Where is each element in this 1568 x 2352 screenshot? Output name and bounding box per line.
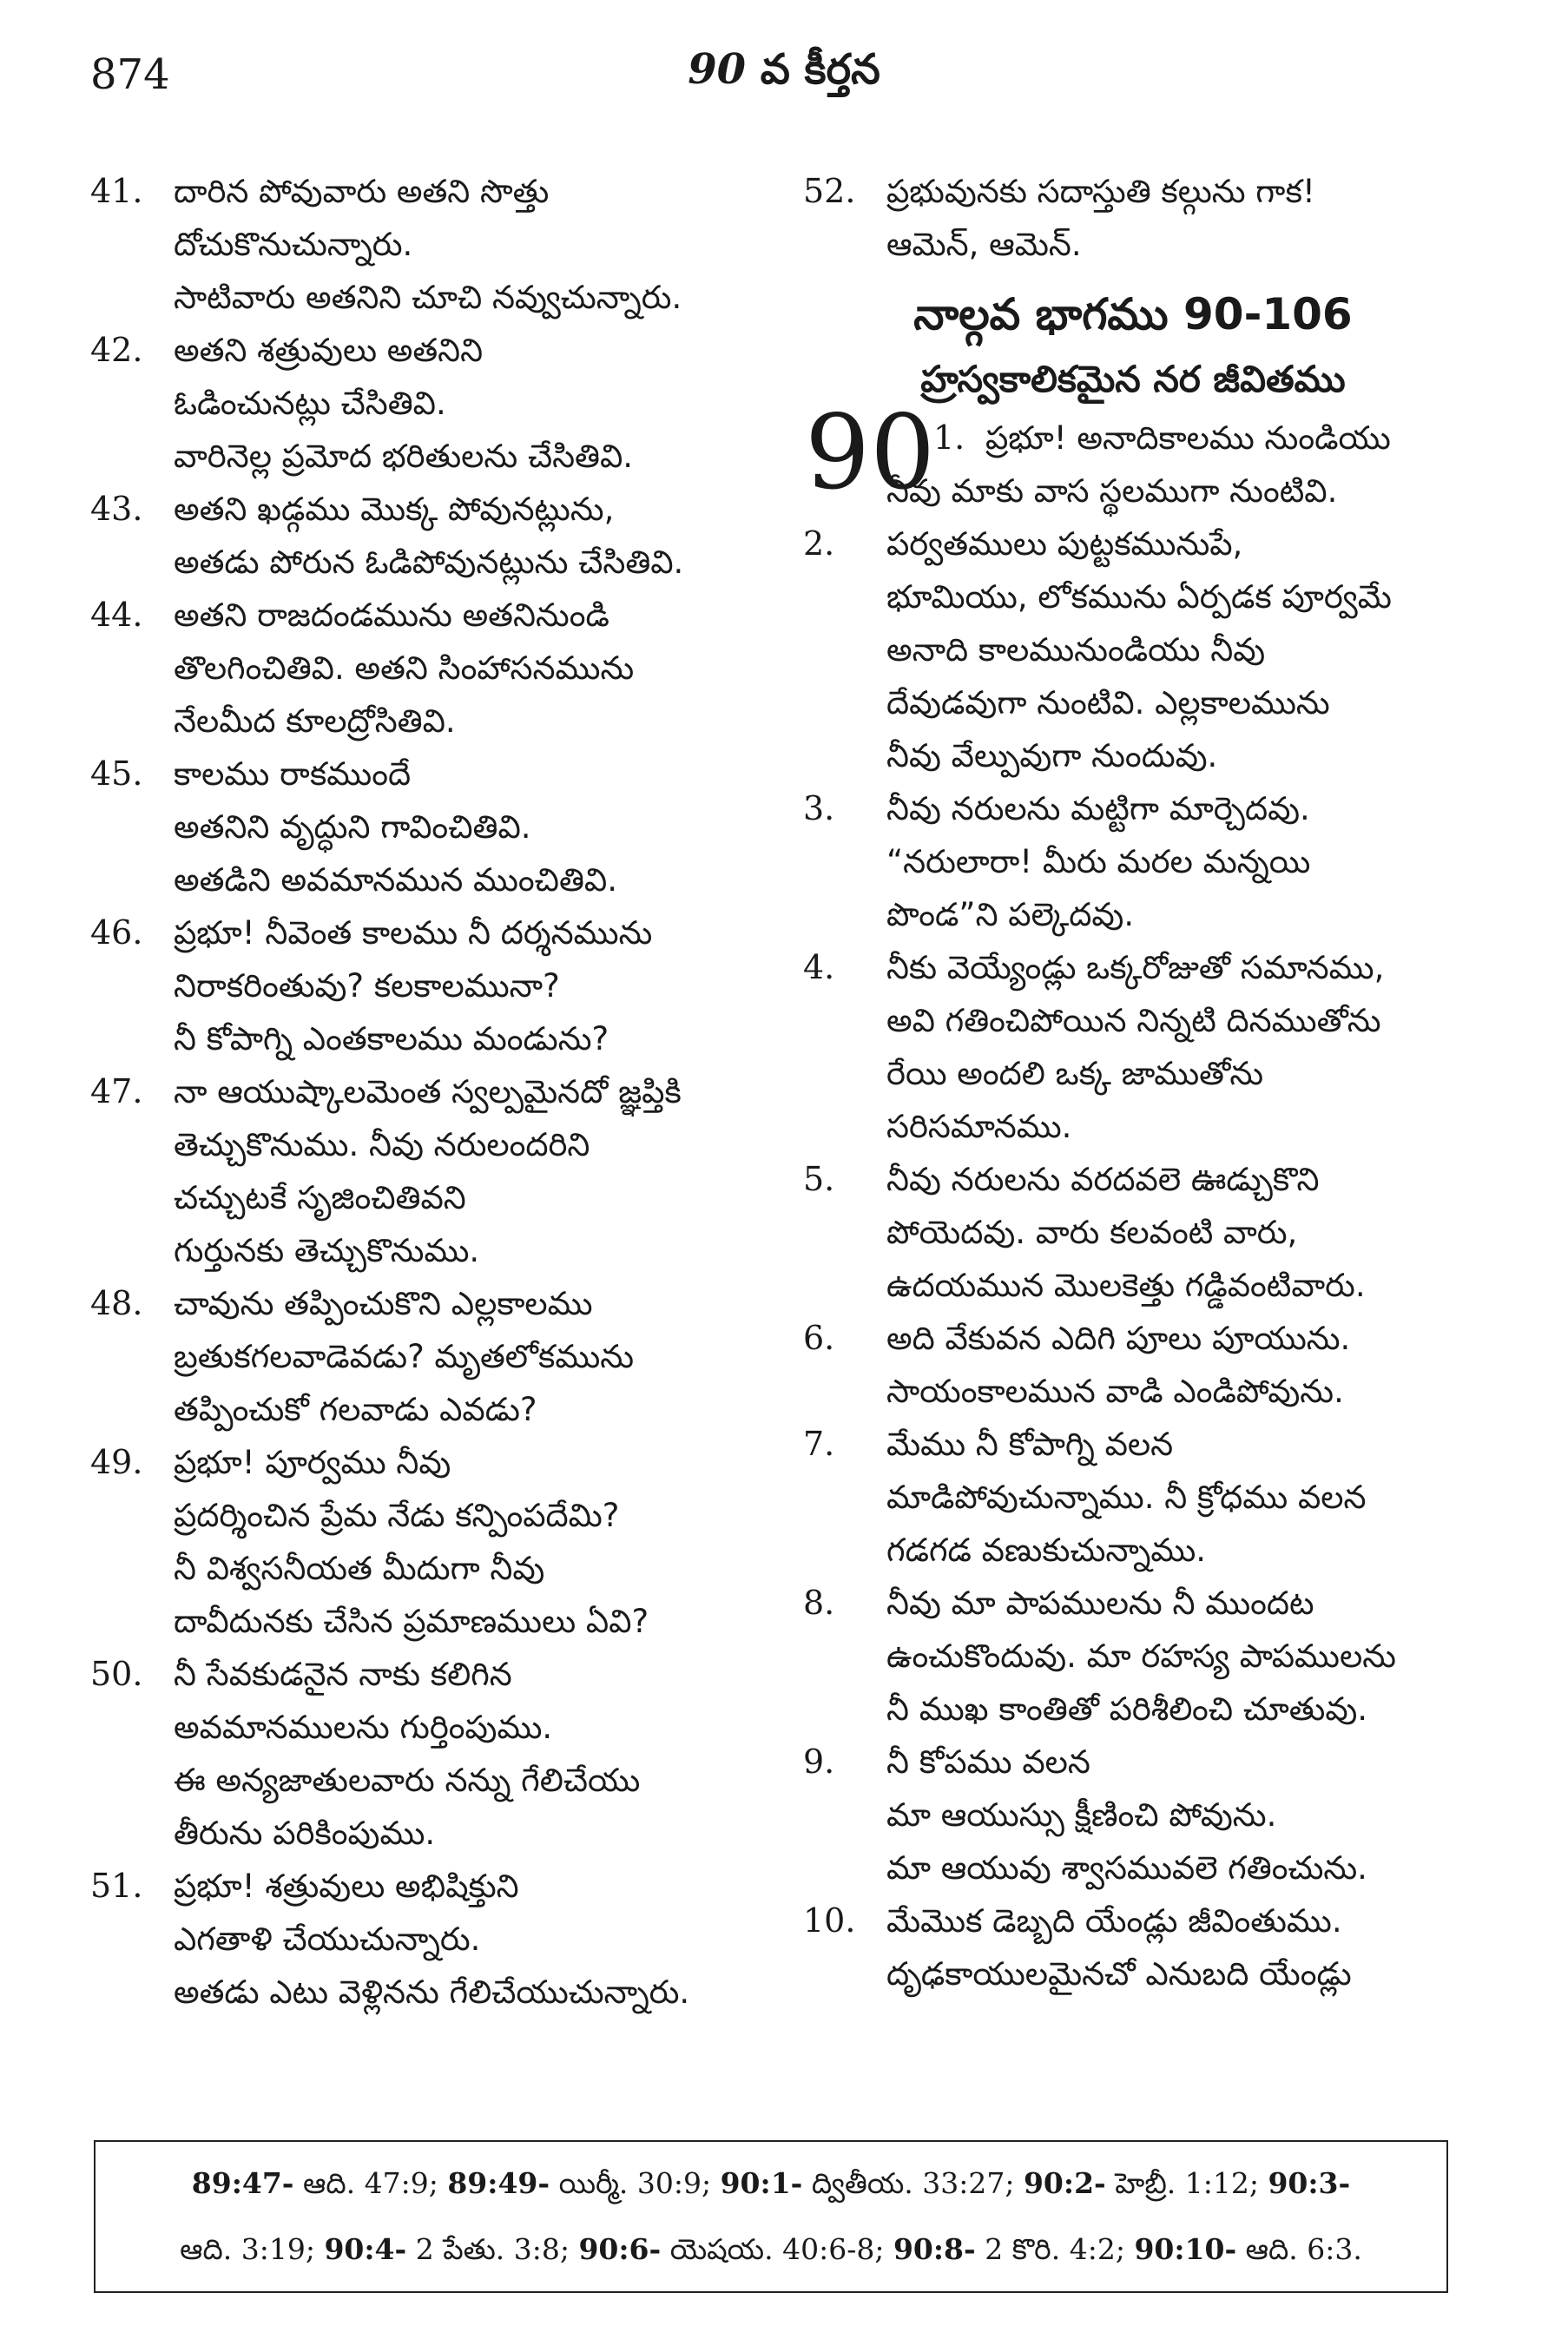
header-title: వ కీర్తన xyxy=(760,45,880,94)
verse-line xyxy=(90,1542,785,1595)
verse-line xyxy=(803,1894,1463,1947)
verse-number: 46. xyxy=(90,913,143,952)
verse-line xyxy=(803,1100,1463,1153)
verse-line xyxy=(803,1524,1463,1577)
verse-text: మా ఆయువు శ్వాసమువలె గతించును. xyxy=(886,1849,1367,1887)
verse-text: నీవు మాకు వాస స్థలముగా నుంటివి. xyxy=(886,472,1338,510)
verse-line xyxy=(90,1807,785,1860)
verse-line xyxy=(803,1841,1463,1894)
verse-line xyxy=(803,1683,1463,1736)
verse-number: 2. xyxy=(803,524,835,563)
verse-line xyxy=(803,1630,1463,1683)
verse-text: నీకు వెయ్యేండ్లు ఒక్కరోజుతో సమానము, xyxy=(886,949,1385,986)
verse-line xyxy=(803,1736,1463,1789)
verse-line xyxy=(803,623,1463,676)
verse-text: తెచ్చుకొనుము. నీవు నరులందరిని xyxy=(174,1126,590,1163)
verse-line xyxy=(803,218,1463,271)
reference-text: ఆది. 47:9; xyxy=(293,2166,448,2200)
verse-text: నీవు మా పాపములను నీ ముందట xyxy=(886,1584,1314,1622)
reference-text: యిర్మీ. 30:9; xyxy=(550,2166,721,2200)
verse-number: 3. xyxy=(803,789,835,827)
verse-line xyxy=(90,165,785,218)
section-title: నాల్గవ భాగము 90-106 xyxy=(913,289,1353,339)
verse-text: తప్పించుకో గలవాడు ఎవడు? xyxy=(174,1391,537,1428)
verse-number: 51. xyxy=(90,1867,143,1905)
verse-text: కాలము రాకముందే xyxy=(174,755,412,793)
verse-number: 43. xyxy=(90,490,143,528)
verse-line xyxy=(90,377,785,430)
verse-number: 48. xyxy=(90,1284,143,1322)
section-subtitle: హ్రస్వకాలికమైన నర జీవితము xyxy=(920,358,1346,400)
verse-text: అతడిని అవమానమున ముంచితివి. xyxy=(174,861,617,899)
verse-text: దృఢకాయులమైనచో ఎనుబది యేండ్లు xyxy=(886,1955,1352,1993)
verse-text: దారిన పోవువారు అతని సొత్తు xyxy=(174,173,550,210)
verse-line xyxy=(90,1913,785,1966)
verse-text: నా ఆయుష్కాలమెంత స్వల్పమైనదో జ్ఞప్తికి xyxy=(174,1073,682,1110)
verse-text: ప్రభూ! పూర్వము నీవు xyxy=(174,1444,451,1481)
verse-line xyxy=(803,941,1463,994)
verse-number: 1. xyxy=(933,418,965,457)
verse-text: నీ కోపము వలన xyxy=(886,1743,1090,1781)
verse-line xyxy=(803,1259,1463,1312)
references-line-2 xyxy=(96,2232,1446,2273)
verse-text: అతనిని వృద్ధుని గావించితివి. xyxy=(174,808,531,846)
verse-line xyxy=(90,1860,785,1913)
verse-text: “నరులారా! మీరు మరల మన్నయి xyxy=(886,843,1311,880)
verse-text: ఎగతాళి చేయుచున్నారు. xyxy=(174,1920,481,1958)
verse-text: గుర్తునకు తెచ్చుకొనుము. xyxy=(174,1232,480,1269)
verse-line xyxy=(803,412,1463,464)
verse-text: అవి గతించిపోయిన నిన్నటి దినముతోను xyxy=(886,1002,1381,1039)
verse-line xyxy=(90,800,785,853)
verse-text: నీవు నరులను వరదవలె ఊడ్చుకొని xyxy=(886,1161,1320,1198)
references-line-1 xyxy=(96,2166,1446,2207)
verse-line xyxy=(90,1595,785,1648)
verse-number: 10. xyxy=(803,1901,856,1940)
verse-line xyxy=(90,1330,785,1383)
verse-text: నీ విశ్వసనీయత మీదుగా నీవు xyxy=(174,1550,545,1587)
verse-line xyxy=(90,271,785,324)
verse-text: సరిసమానము. xyxy=(886,1108,1072,1145)
verse-text: మా ఆయుస్సు క్షీణించి పోవును. xyxy=(886,1796,1277,1834)
verse-line xyxy=(90,1171,785,1224)
verse-number: 8. xyxy=(803,1584,835,1622)
verse-text: పొండ”ని పల్కెదవు. xyxy=(886,896,1135,933)
verse-line xyxy=(803,1312,1463,1365)
verse-text: నేలమీద కూలద్రోసితివి. xyxy=(174,702,456,740)
verse-text: ఈ అన్యజాతులవారు నన్ను గేలిచేయు xyxy=(174,1762,641,1799)
verse-line xyxy=(90,695,785,748)
verse-number: 52. xyxy=(803,172,856,210)
verse-line xyxy=(90,1701,785,1754)
verse-line xyxy=(803,517,1463,570)
verse-text: ప్రభూ! అనాదికాలము నుండియు xyxy=(985,419,1391,457)
verse-number: 5. xyxy=(803,1160,835,1198)
verse-text: నీ కోపాగ్ని ఎంతకాలము మండును? xyxy=(174,1020,609,1057)
reference-key: 90:3- xyxy=(1268,2166,1351,2200)
verse-number: 4. xyxy=(803,948,835,986)
verse-line xyxy=(90,589,785,642)
verse-line xyxy=(90,218,785,271)
verse-number: 41. xyxy=(90,172,143,210)
verse-line xyxy=(90,536,785,589)
reference-key: 90:2- xyxy=(1023,2166,1106,2200)
verse-number: 9. xyxy=(803,1743,835,1781)
verse-text: భూమియు, లోకమును ఏర్పడక పూర్వమే xyxy=(886,578,1392,616)
verse-number: 42. xyxy=(90,331,143,369)
verse-line xyxy=(90,1012,785,1065)
verse-line xyxy=(90,748,785,800)
reference-text: హెబ్రీ. 1:12; xyxy=(1105,2166,1268,2200)
header-psalm-number: 90 xyxy=(688,45,746,94)
verse-line xyxy=(803,1418,1463,1471)
verse-line xyxy=(90,1277,785,1330)
verse-line xyxy=(90,853,785,906)
verse-line xyxy=(803,1365,1463,1418)
verse-line xyxy=(90,959,785,1012)
verse-text: నిరాకరింతువు? కలకాలమునా? xyxy=(174,967,560,1005)
verse-line xyxy=(90,1436,785,1489)
verse-text: అవమానములను గుర్తింపుము. xyxy=(174,1709,553,1746)
verse-text: మాడిపోవుచున్నాము. నీ క్రోధము వలన xyxy=(886,1479,1367,1516)
verse-line xyxy=(90,1489,785,1542)
verse-text: ఉంచుకొందువు. మా రహస్య పాపములను xyxy=(886,1637,1396,1675)
left-column xyxy=(90,165,785,2019)
reference-text: 2 పేతు. 3:8; xyxy=(406,2232,579,2266)
verse-line xyxy=(803,994,1463,1047)
reference-text: ఆది. 6:3. xyxy=(1236,2232,1362,2266)
verse-text: వారినెల్ల ప్రమోద భరితులను చేసితివి. xyxy=(174,438,634,475)
reference-key: 90:1- xyxy=(720,2166,803,2200)
verse-line xyxy=(90,1383,785,1436)
verse-line xyxy=(803,782,1463,835)
verse-line xyxy=(90,1224,785,1277)
reference-text: యెషయ. 40:6-8; xyxy=(661,2232,893,2266)
verse-text: అతని శత్రువులు అతనిని xyxy=(174,332,484,369)
verse-text: సాయంకాలమున వాడి ఎండిపోవును. xyxy=(886,1373,1344,1410)
verse-number: 50. xyxy=(90,1655,143,1693)
verse-line xyxy=(90,906,785,959)
verse-text: ఓడించునట్లు చేసితివి. xyxy=(174,385,446,422)
verse-text: ప్రభూ! శత్రువులు అభిషిక్తుని xyxy=(174,1868,519,1905)
verse-line xyxy=(90,1648,785,1701)
page-number: 874 xyxy=(90,50,170,99)
verse-line xyxy=(90,642,785,695)
verse-line xyxy=(803,1947,1463,2000)
verse-number: 7. xyxy=(803,1425,835,1463)
psalm-number-drop: 90 xyxy=(805,392,936,512)
verse-line xyxy=(803,570,1463,623)
verse-text: ఉదయమున మొలకెత్తు గడ్డివంటివారు. xyxy=(886,1267,1366,1304)
verse-number: 49. xyxy=(90,1443,143,1481)
reference-key: 90:8- xyxy=(893,2232,976,2266)
verse-text: సాటివారు అతనిని చూచి నవ్వుచున్నారు. xyxy=(174,279,682,316)
reference-text: 2 కొరి. 4:2; xyxy=(975,2232,1135,2266)
verse-line xyxy=(90,1754,785,1807)
verse-text: ప్రభువునకు సదాస్తుతి కల్గును గాక! xyxy=(886,173,1315,210)
verse-line xyxy=(90,1118,785,1171)
verse-text: అతడు పోరున ఓడిపోవునట్లును చేసితివి. xyxy=(174,544,684,581)
verse-line xyxy=(803,1471,1463,1524)
verse-text: అనాది కాలమునుండియు నీవు xyxy=(886,631,1266,669)
verse-line xyxy=(803,1153,1463,1206)
verse-line xyxy=(90,483,785,536)
verse-text: అతని ఖడ్గము మొక్క పోవునట్లును, xyxy=(174,491,615,528)
verse-text: మేము నీ కోపాగ్ని వలన xyxy=(886,1426,1174,1463)
verse-text: తొలగించితివి. అతని సింహాసనమును xyxy=(174,649,635,687)
verse-number: 44. xyxy=(90,596,143,634)
reference-key: 89:47- xyxy=(191,2166,294,2200)
verse-line xyxy=(803,676,1463,729)
verse-line xyxy=(803,1047,1463,1100)
reference-text: ద్వితీయ. 33:27; xyxy=(802,2166,1024,2200)
verse-line xyxy=(803,165,1463,218)
psalm-block xyxy=(803,392,1463,2000)
verse-text: రేయి అందలి ఒక్క జాముతోను xyxy=(886,1055,1264,1092)
verse-line xyxy=(90,430,785,483)
reference-key: 90:4- xyxy=(324,2232,407,2266)
verse-text: దావీదునకు చేసిన ప్రమాణములు ఏవి? xyxy=(174,1603,649,1640)
reference-key: 90:10- xyxy=(1134,2232,1237,2266)
verse-text: బ్రతుకగలవాడెవడు? మృతలోకమును xyxy=(174,1338,635,1375)
verse-text: పోయెదవు. వారు కలవంటి వారు, xyxy=(886,1214,1298,1251)
verse-line xyxy=(803,888,1463,941)
verse-line xyxy=(803,729,1463,782)
reference-key: 89:49- xyxy=(447,2166,550,2200)
verse-line xyxy=(90,1966,785,2019)
reference-key: 90:6- xyxy=(578,2232,662,2266)
verse-number: 47. xyxy=(90,1072,143,1110)
verse-line xyxy=(803,1789,1463,1841)
verse-line xyxy=(803,464,1463,517)
verse-text: నీ ముఖ కాంతితో పరిశీలించి చూతువు. xyxy=(886,1690,1368,1728)
reference-text: ఆది. 3:19; xyxy=(180,2232,325,2266)
verse-text: దేవుడవుగా నుంటివి. ఎల్లకాలమును xyxy=(886,684,1330,721)
verse-text: అతని రాజదండమును అతనినుండి xyxy=(174,596,609,634)
verse-line xyxy=(803,835,1463,888)
cross-references-box xyxy=(94,2140,1448,2293)
verse-number: 45. xyxy=(90,754,143,793)
right-column xyxy=(803,165,1463,2000)
verse-text: తీరును పరికింపుము. xyxy=(174,1815,436,1852)
verse-text: గడగడ వణుకుచున్నాము. xyxy=(886,1532,1207,1569)
verse-text: పర్వతములు పుట్టకమునుపే, xyxy=(886,525,1243,563)
verse-line xyxy=(803,1206,1463,1259)
verse-text: మేమొక డెబ్బది యేండ్లు జీవింతుము. xyxy=(886,1902,1342,1940)
verse-text: దోచుకొనుచున్నారు. xyxy=(174,226,413,263)
verse-text: అతడు ఎటు వెళ్లినను గేలిచేయుచున్నారు. xyxy=(174,1973,690,2011)
running-header xyxy=(0,45,1568,104)
verse-number: 6. xyxy=(803,1319,835,1357)
verse-text: నీ సేవకుడనైన నాకు కలిగిన xyxy=(174,1656,512,1693)
verse-text: చచ్చుటకే సృజించితివని xyxy=(174,1179,466,1216)
verse-text: ఆమెన్, ఆమెన్. xyxy=(886,226,1082,263)
verse-text: నీవు నరులను మట్టిగా మార్చెదవు. xyxy=(886,790,1310,827)
verse-text: అది వేకువన ఎదిగి పూలు పూయును. xyxy=(886,1320,1351,1357)
verse-line xyxy=(803,1577,1463,1630)
verse-line xyxy=(90,324,785,377)
verse-line xyxy=(90,1065,785,1118)
verse-text: ప్రదర్శించిన ప్రేమ నేడు కన్పింపదేమి? xyxy=(174,1497,620,1534)
verse-text: చావును తప్పించుకొని ఎల్లకాలము xyxy=(174,1285,593,1322)
verse-text: ప్రభూ! నీవెంత కాలము నీ దర్శనమును xyxy=(174,914,653,952)
verse-text: నీవు వేల్పువుగా నుందువు. xyxy=(886,737,1218,774)
